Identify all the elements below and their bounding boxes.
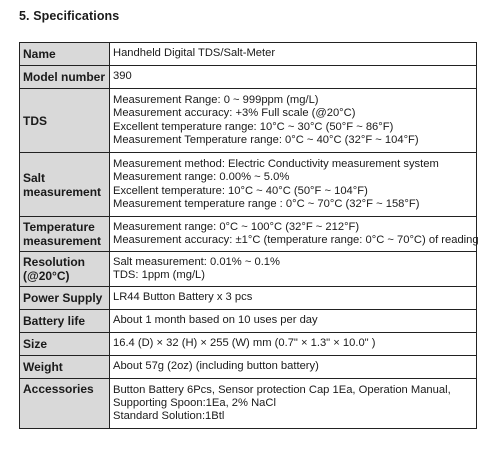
specifications-table — [19, 42, 477, 429]
table-row-accessories — [20, 379, 477, 429]
row-value — [110, 356, 477, 379]
value-line: Measurement temperature range : 0°C ~ 70°C (32°F ~ 158°F) — [113, 197, 420, 210]
row-label: Temperature measurement — [20, 217, 110, 252]
table-row-name — [20, 43, 477, 66]
table-row-size — [20, 333, 477, 356]
row-label: Battery life — [20, 310, 110, 333]
row-value — [110, 153, 477, 217]
row-value — [110, 217, 477, 252]
value-line: Excellent temperature: 10°C ~ 40°C (50°F ~ 104°F) — [113, 184, 368, 197]
value-line: Salt measurement: 0.01% ~ 0.1% — [113, 255, 280, 268]
value-line: Measurement range: 0°C ~ 100°C (32°F ~ 212°F) — [113, 220, 360, 233]
table-row-temperature-measurement — [20, 217, 477, 252]
value-line: Handheld Digital TDS/Salt-Meter — [113, 47, 276, 60]
row-label: Power Supply — [20, 287, 110, 310]
value-line: Measurement range: 0.00% ~ 5.0% — [113, 171, 290, 184]
row-label: Model number — [20, 66, 110, 89]
row-value — [110, 252, 477, 287]
value-line: Measurement accuracy: +3% Full scale (@20°C) — [113, 107, 356, 120]
row-value — [110, 89, 477, 153]
value-line: Excellent temperature range: 10°C ~ 30°C (50°F ~ 86°F) — [113, 120, 394, 133]
row-value — [110, 379, 477, 429]
table-row-salt-measurement — [20, 153, 477, 217]
value-line: Measurement accuracy: ±1°C (temperature range: 0°C ~ 70°C) of reading — [113, 234, 479, 246]
row-value — [110, 287, 477, 310]
table-row-resolution — [20, 252, 477, 287]
table-row-tds — [20, 89, 477, 153]
value-line: LR44 Button Battery x 3 pcs — [113, 291, 253, 304]
row-label: Accessories — [20, 379, 110, 429]
value-line: TDS: 1ppm (mg/L) — [113, 269, 206, 281]
row-label: Name — [20, 43, 110, 66]
row-value — [110, 310, 477, 333]
value-line: About 1 month based on 10 uses per day — [113, 314, 318, 327]
row-label: Resolution (@20°C) — [20, 252, 110, 287]
table-row-battery-life — [20, 310, 477, 333]
row-value — [110, 43, 477, 66]
value-line: 390 — [113, 70, 132, 83]
row-label: Size — [20, 333, 110, 356]
row-value — [110, 66, 477, 89]
value-line: About 57g (2oz) (including button battery) — [113, 360, 319, 373]
row-label: Salt measurement — [20, 153, 110, 217]
value-line: Standard Solution:1Btl — [113, 410, 225, 423]
value-line: Button Battery 6Pcs, Sensor protection Cap 1Ea, Operation Manual, — [113, 383, 451, 396]
table-row-power-supply — [20, 287, 477, 310]
table-row-weight — [20, 356, 477, 379]
row-value — [110, 333, 477, 356]
row-label: Weight — [20, 356, 110, 379]
section-heading: 5. Specifications — [19, 9, 120, 23]
value-line: Measurement Temperature range: 0°C ~ 40°C (32°F ~ 104°F) — [113, 133, 419, 146]
value-line: Measurement Range: 0 ~ 999ppm (mg/L) — [113, 94, 319, 107]
table-row-model-number — [20, 66, 477, 89]
value-line: 16.4 (D) × 32 (H) × 255 (W) mm (0.7" × 1.3" × 10.0" ) — [113, 337, 376, 350]
value-line: Supporting Spoon:1Ea, 2% NaCl — [113, 396, 276, 409]
row-label: TDS — [20, 89, 110, 153]
value-line: Measurement method: Electric Conductivity measurement system — [113, 158, 439, 171]
